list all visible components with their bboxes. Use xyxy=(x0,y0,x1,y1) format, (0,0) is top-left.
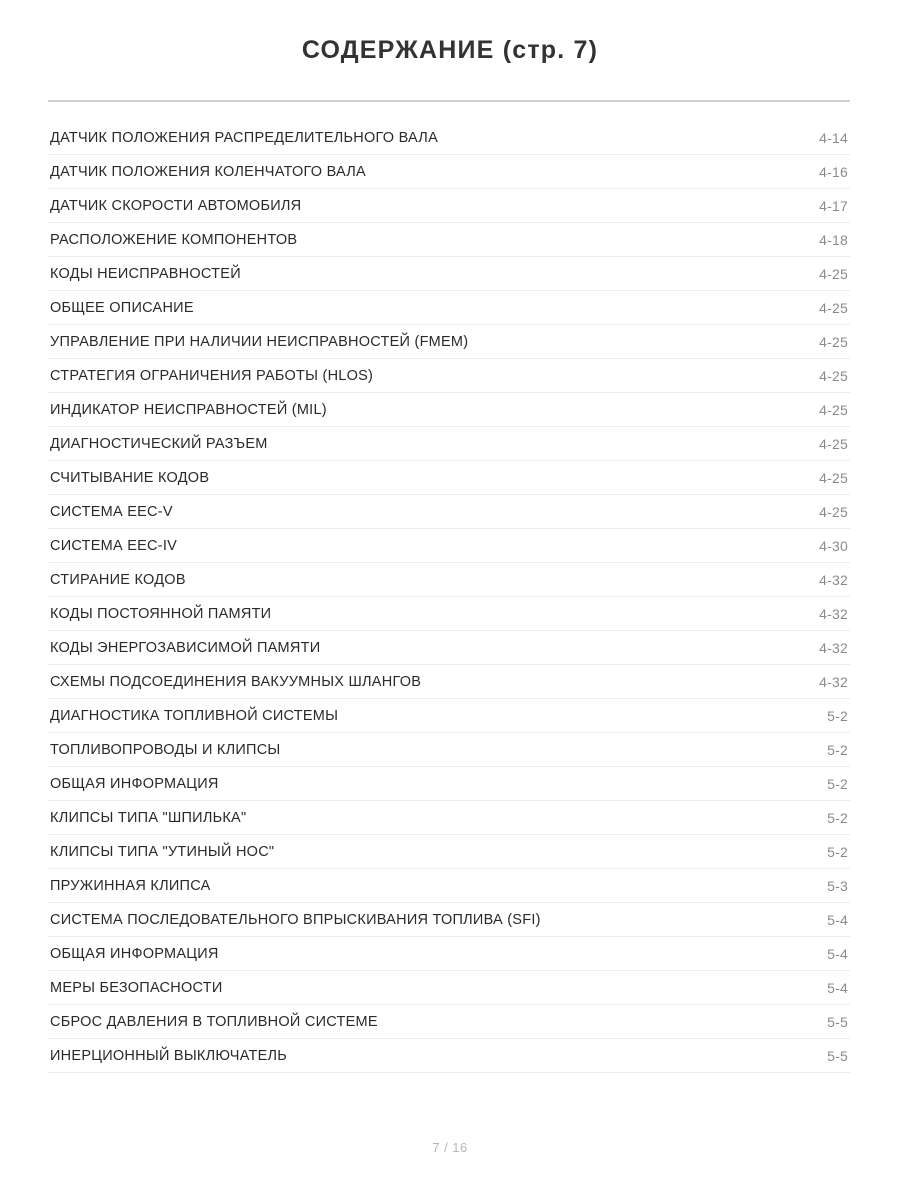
toc-entry-page-number: 5-3 xyxy=(827,877,848,894)
toc-entry[interactable] xyxy=(48,665,850,699)
toc-entry-page-number: 4-25 xyxy=(819,299,848,316)
toc-entry[interactable] xyxy=(48,563,850,597)
toc-entry[interactable] xyxy=(48,631,850,665)
toc-entry-label: ОБЩАЯ ИНФОРМАЦИЯ xyxy=(50,945,219,962)
toc-entry-page-number: 4-18 xyxy=(819,231,848,248)
toc-entry-page-number: 4-16 xyxy=(819,163,848,180)
toc-entry-label: СИСТЕМА EEC-V xyxy=(50,503,173,520)
toc-entry[interactable] xyxy=(48,767,850,801)
toc-entry-page-number: 4-25 xyxy=(819,333,848,350)
toc-entry[interactable] xyxy=(48,835,850,869)
toc-entry-page-number: 4-14 xyxy=(819,129,848,146)
toc-entry-label: ТОПЛИВОПРОВОДЫ И КЛИПСЫ xyxy=(50,741,281,758)
toc-entry-label: СБРОС ДАВЛЕНИЯ В ТОПЛИВНОЙ СИСТЕМЕ xyxy=(50,1013,378,1030)
toc-entry-page-number: 4-32 xyxy=(819,571,848,588)
toc-entry-label: ДИАГНОСТИЧЕСКИЙ РАЗЪЕМ xyxy=(50,435,268,452)
toc-entry-label: КОДЫ НЕИСПРАВНОСТЕЙ xyxy=(50,265,241,282)
toc-entry-page-number: 5-2 xyxy=(827,741,848,758)
toc-entry[interactable] xyxy=(48,529,850,563)
toc-entry-page-number: 5-2 xyxy=(827,809,848,826)
page-title: СОДЕРЖАНИЕ (стр. 7) xyxy=(301,36,599,64)
toc-entry-page-number: 4-25 xyxy=(819,469,848,486)
toc-entry[interactable] xyxy=(48,699,850,733)
toc-entry-label: ОБЩЕЕ ОПИСАНИЕ xyxy=(50,299,194,316)
toc-entry-label: ИНЕРЦИОННЫЙ ВЫКЛЮЧАТЕЛЬ xyxy=(50,1047,288,1064)
toc-entry-page-number: 4-17 xyxy=(819,197,848,214)
toc-entry-label: СХЕМЫ ПОДСОЕДИНЕНИЯ ВАКУУМНЫХ ШЛАНГОВ xyxy=(50,673,422,690)
toc-entry[interactable] xyxy=(48,1039,850,1073)
toc-entry[interactable] xyxy=(48,223,850,257)
toc-entry[interactable] xyxy=(48,257,850,291)
toc-entry-label: ДИАГНОСТИКА ТОПЛИВНОЙ СИСТЕМЫ xyxy=(50,707,339,724)
toc-entry[interactable] xyxy=(48,155,850,189)
toc-entry-label: СЧИТЫВАНИЕ КОДОВ xyxy=(50,469,210,486)
toc-entry-label: ИНДИКАТОР НЕИСПРАВНОСТЕЙ (MIL) xyxy=(50,401,327,418)
toc-entry[interactable] xyxy=(48,869,850,903)
toc-entry-page-number: 5-4 xyxy=(827,911,848,928)
toc-entry-page-number: 5-4 xyxy=(827,945,848,962)
toc-entry[interactable] xyxy=(48,325,850,359)
table-of-contents xyxy=(48,121,850,1073)
toc-entry[interactable] xyxy=(48,937,850,971)
toc-entry-label: ОБЩАЯ ИНФОРМАЦИЯ xyxy=(50,775,219,792)
toc-entry-label: КЛИПСЫ ТИПА "ШПИЛЬКА" xyxy=(50,809,247,826)
toc-entry[interactable] xyxy=(48,971,850,1005)
toc-entry-label: ДАТЧИК СКОРОСТИ АВТОМОБИЛЯ xyxy=(50,197,302,214)
toc-entry-page-number: 5-2 xyxy=(827,707,848,724)
toc-entry-label: ДАТЧИК ПОЛОЖЕНИЯ РАСПРЕДЕЛИТЕЛЬНОГО ВАЛА xyxy=(50,129,438,146)
toc-entry[interactable] xyxy=(48,427,850,461)
toc-entry-page-number: 4-25 xyxy=(819,367,848,384)
toc-entry[interactable] xyxy=(48,1005,850,1039)
toc-entry-label: СТРАТЕГИЯ ОГРАНИЧЕНИЯ РАБОТЫ (HLOS) xyxy=(50,367,374,384)
toc-entry[interactable] xyxy=(48,597,850,631)
toc-entry-page-number: 5-2 xyxy=(827,775,848,792)
toc-entry[interactable] xyxy=(48,495,850,529)
toc-entry[interactable] xyxy=(48,801,850,835)
toc-entry-page-number: 5-5 xyxy=(827,1013,848,1030)
toc-entry-label: МЕРЫ БЕЗОПАСНОСТИ xyxy=(50,979,223,996)
toc-entry-label: СТИРАНИЕ КОДОВ xyxy=(50,571,186,588)
toc-entry-label: РАСПОЛОЖЕНИЕ КОМПОНЕНТОВ xyxy=(50,231,298,248)
toc-entry-label: КЛИПСЫ ТИПА "УТИНЫЙ НОС" xyxy=(50,843,275,860)
toc-entry-label: СИСТЕМА ПОСЛЕДОВАТЕЛЬНОГО ВПРЫСКИВАНИЯ ТОПЛИВА (SFI) xyxy=(50,911,541,928)
title-divider xyxy=(48,100,850,102)
toc-entry-page-number: 4-25 xyxy=(819,435,848,452)
toc-entry-page-number: 4-25 xyxy=(819,265,848,282)
toc-entry-page-number: 5-5 xyxy=(827,1047,848,1064)
toc-entry-page-number: 4-32 xyxy=(819,639,848,656)
toc-entry[interactable] xyxy=(48,461,850,495)
toc-entry-label: ДАТЧИК ПОЛОЖЕНИЯ КОЛЕНЧАТОГО ВАЛА xyxy=(50,163,366,180)
toc-entry-page-number: 4-30 xyxy=(819,537,848,554)
toc-entry-label: СИСТЕМА EEC-IV xyxy=(50,537,178,554)
toc-entry[interactable] xyxy=(48,121,850,155)
toc-entry[interactable] xyxy=(48,393,850,427)
toc-entry-page-number: 5-4 xyxy=(827,979,848,996)
toc-entry[interactable] xyxy=(48,189,850,223)
toc-entry-label: КОДЫ ЭНЕРГОЗАВИСИМОЙ ПАМЯТИ xyxy=(50,639,321,656)
toc-entry-label: ПРУЖИННАЯ КЛИПСА xyxy=(50,877,211,894)
page-footer: 7 / 16 xyxy=(432,1140,468,1155)
toc-entry-label: УПРАВЛЕНИЕ ПРИ НАЛИЧИИ НЕИСПРАВНОСТЕЙ (FMEM) xyxy=(50,333,469,350)
toc-entry[interactable] xyxy=(48,291,850,325)
toc-entry[interactable] xyxy=(48,359,850,393)
toc-entry-page-number: 4-25 xyxy=(819,401,848,418)
toc-entry[interactable] xyxy=(48,903,850,937)
toc-entry-page-number: 4-32 xyxy=(819,673,848,690)
toc-entry-page-number: 5-2 xyxy=(827,843,848,860)
toc-entry-label: КОДЫ ПОСТОЯННОЙ ПАМЯТИ xyxy=(50,605,272,622)
toc-entry-page-number: 4-32 xyxy=(819,605,848,622)
toc-entry[interactable] xyxy=(48,733,850,767)
toc-entry-page-number: 4-25 xyxy=(819,503,848,520)
